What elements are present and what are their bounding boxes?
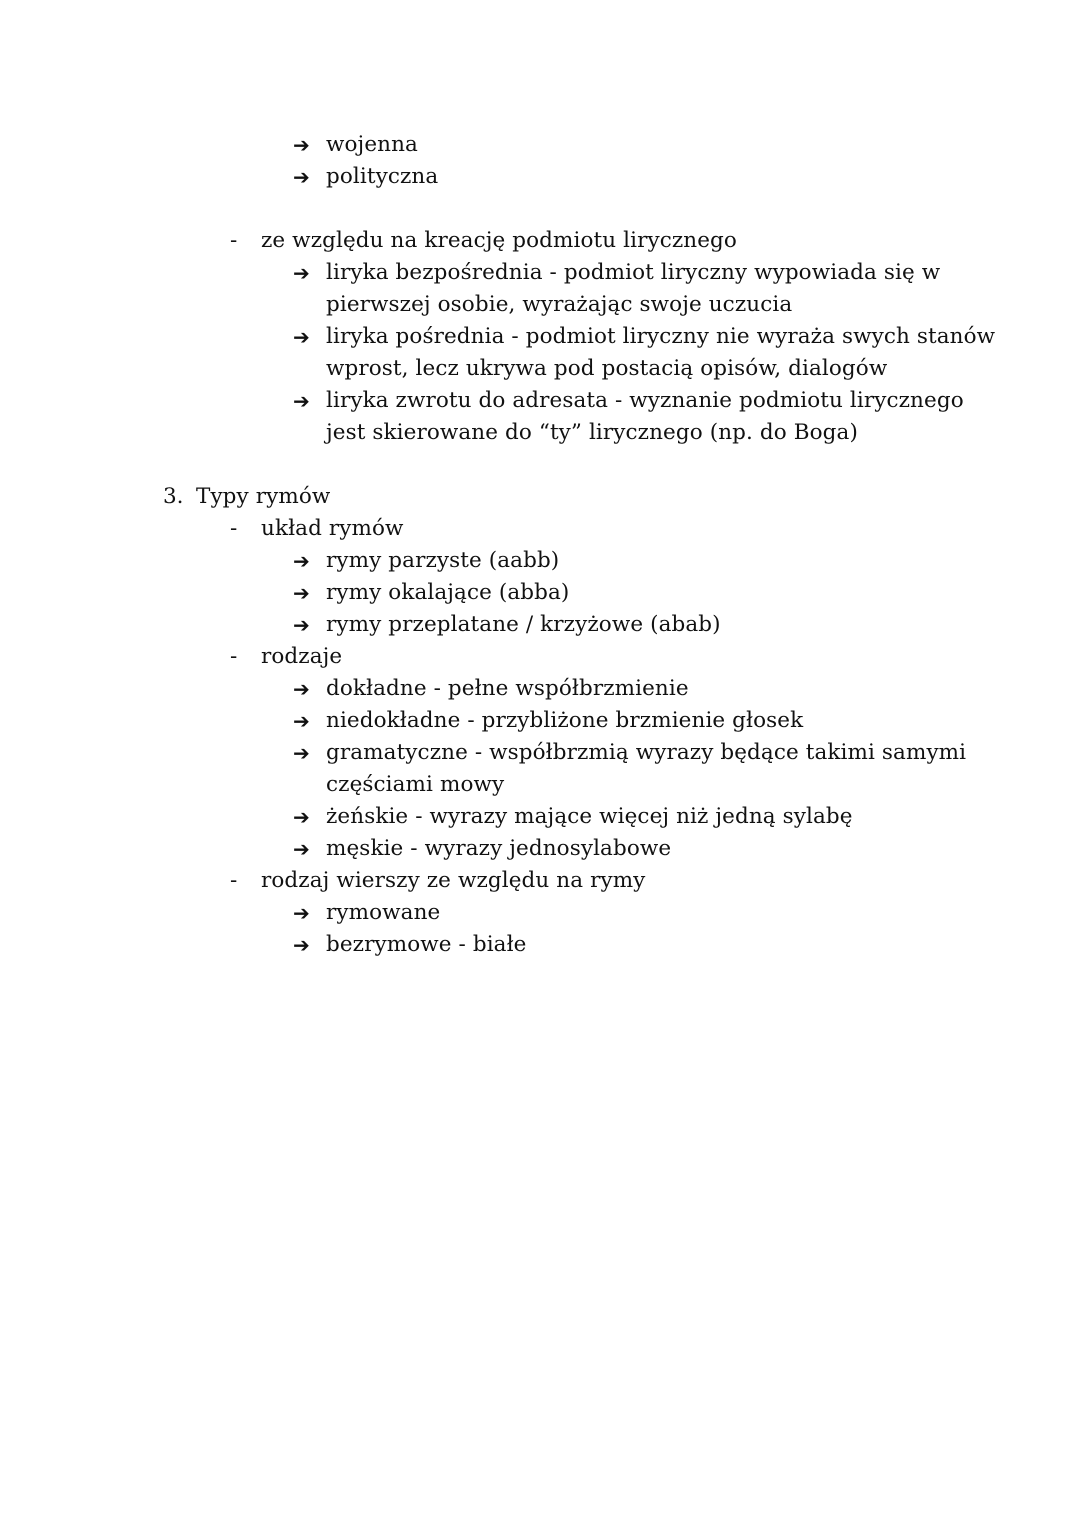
dash-bullet: - <box>230 516 238 541</box>
arrow-bullet-icon: ➔ <box>293 133 310 157</box>
arrow-bullet-icon: ➔ <box>293 837 310 861</box>
arrow-bullet-icon: ➔ <box>293 741 310 765</box>
list-item: męskie - wyrazy jednosylabowe <box>326 836 672 861</box>
list-item: rymowane <box>326 900 441 925</box>
list-item: polityczna <box>326 164 439 189</box>
subheading-rodzaje: rodzaje <box>261 644 343 669</box>
list-item: wojenna <box>326 132 418 157</box>
list-item: rymy przeplatane / krzyżowe (abab) <box>326 612 721 637</box>
dash-bullet: - <box>230 228 238 253</box>
list-item: rymy okalające (abba) <box>326 580 570 605</box>
list-item: dokładne - pełne współbrzmienie <box>326 676 689 701</box>
list-item-continuation: wprost, lecz ukrywa pod postacią opisów, dialogów <box>326 356 888 381</box>
arrow-bullet-icon: ➔ <box>293 613 310 637</box>
list-item: żeńskie - wyrazy mające więcej niż jedną sylabę <box>326 804 853 829</box>
dash-bullet: - <box>230 644 238 669</box>
section-number: 3. <box>163 484 184 509</box>
arrow-bullet-icon: ➔ <box>293 165 310 189</box>
list-item: gramatyczne - współbrzmią wyrazy będące takimi samymi <box>326 740 967 765</box>
list-item: liryka pośrednia - podmiot liryczny nie wyraża swych stanów <box>326 324 996 349</box>
arrow-bullet-icon: ➔ <box>293 549 310 573</box>
dash-bullet: - <box>230 868 238 893</box>
subheading-uklad: układ rymów <box>261 516 404 541</box>
list-item: bezrymowe - białe <box>326 932 527 957</box>
list-item: liryka bezpośrednia - podmiot liryczny wypowiada się w <box>326 260 941 285</box>
arrow-bullet-icon: ➔ <box>293 325 310 349</box>
subheading-kreacja: ze względu na kreację podmiotu lirycznego <box>261 228 737 253</box>
list-item-continuation: częściami mowy <box>326 772 505 797</box>
arrow-bullet-icon: ➔ <box>293 933 310 957</box>
arrow-bullet-icon: ➔ <box>293 677 310 701</box>
section-title: Typy rymów <box>196 484 331 509</box>
arrow-bullet-icon: ➔ <box>293 261 310 285</box>
arrow-bullet-icon: ➔ <box>293 709 310 733</box>
subheading-rodzaj-wierszy: rodzaj wierszy ze względu na rymy <box>261 868 646 893</box>
list-item: rymy parzyste (aabb) <box>326 548 560 573</box>
list-item: liryka zwrotu do adresata - wyznanie podmiotu lirycznego <box>326 388 964 413</box>
list-item: niedokładne - przybliżone brzmienie głosek <box>326 708 804 733</box>
arrow-bullet-icon: ➔ <box>293 805 310 829</box>
arrow-bullet-icon: ➔ <box>293 901 310 925</box>
arrow-bullet-icon: ➔ <box>293 389 310 413</box>
list-item-continuation: jest skierowane do “ty” lirycznego (np. do Boga) <box>326 420 858 445</box>
list-item-continuation: pierwszej osobie, wyrażając swoje uczucia <box>326 292 793 317</box>
arrow-bullet-icon: ➔ <box>293 581 310 605</box>
